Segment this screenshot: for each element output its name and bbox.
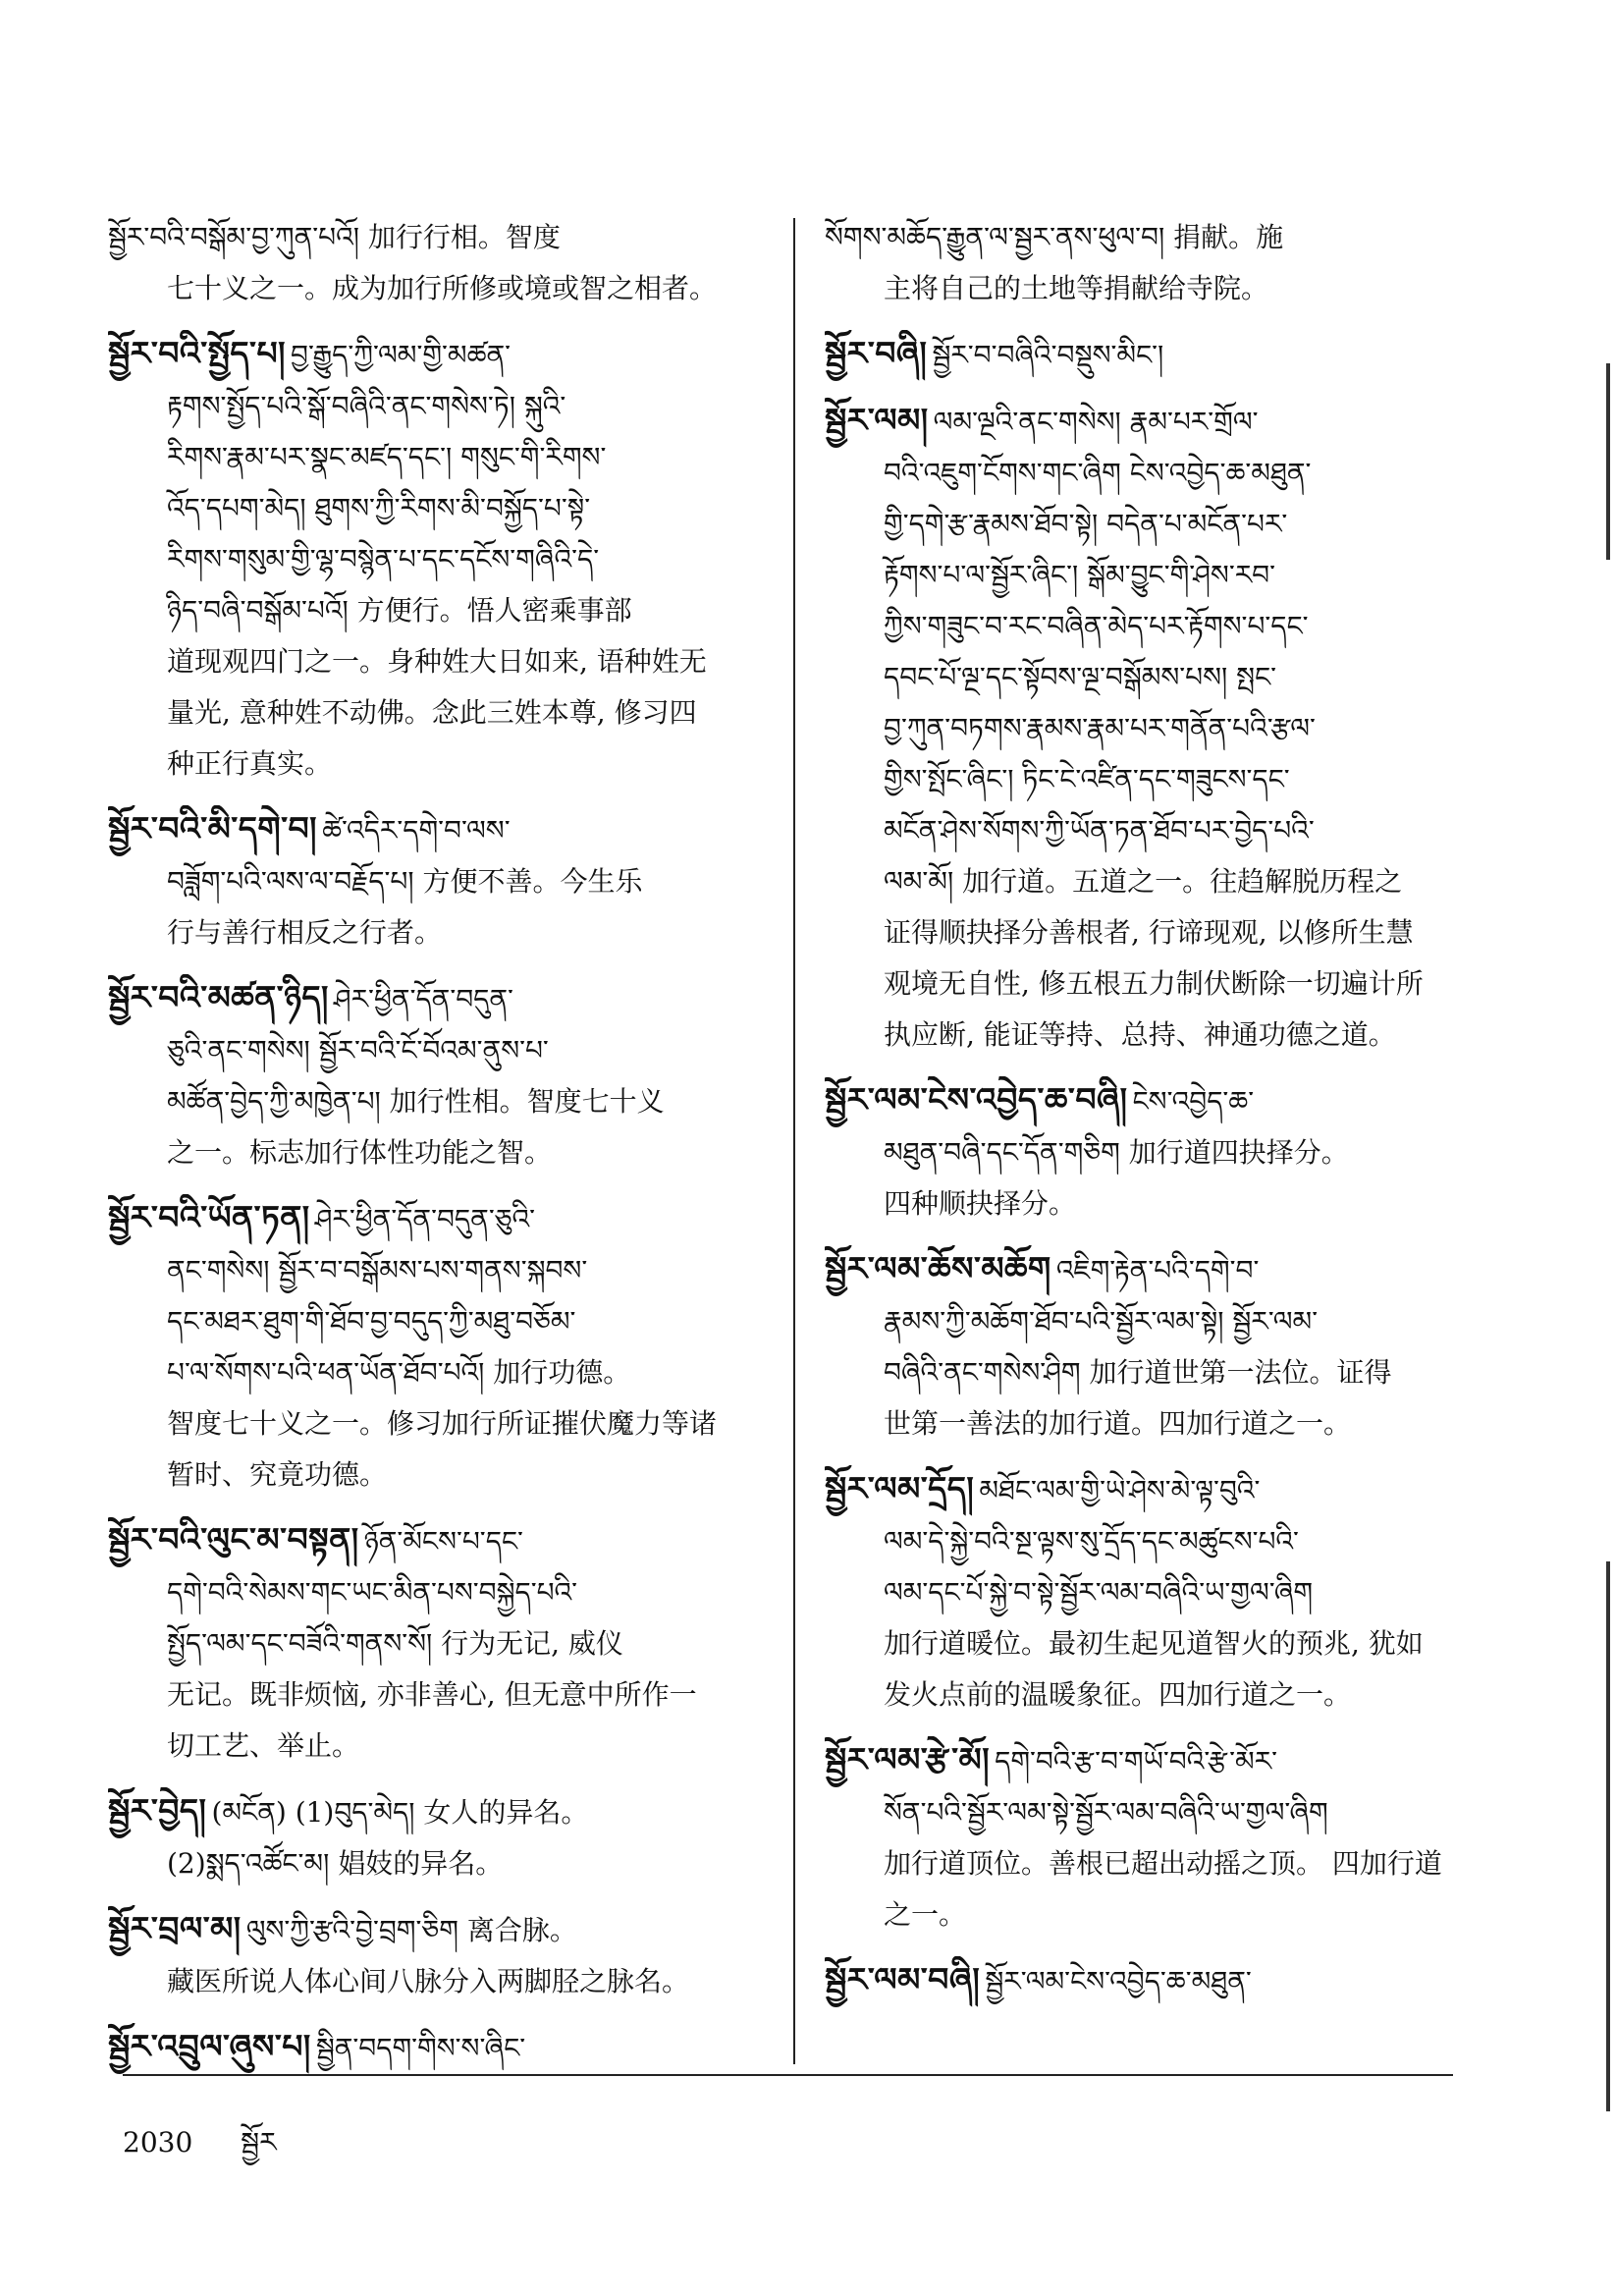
page-footer [123, 2111, 316, 2189]
entry-text: རྟགས་སྤྱོད་པའི་སྒོ་བཞིའི་ནང་གསེས་ཏེ། སྐུའི་ [167, 390, 566, 422]
entry-definition-line [108, 1400, 776, 1451]
entry-definition-line [108, 1840, 776, 1891]
dictionary-entry [108, 805, 776, 960]
entry-text: བའི་འཇུག་ངོགས་གང་ཞིག ངེས་འབྱེད་ཆ་མཐུན་ [884, 457, 1312, 489]
entry-first-line [108, 1194, 776, 1247]
entry-definition-line [108, 689, 776, 740]
dictionary-entry [825, 214, 1492, 316]
entry-definition-line [825, 265, 1492, 316]
entry-text: 智度七十义之一。修习加行所证摧伏魔力等诸 [167, 1407, 718, 1440]
entry-definition-line [825, 858, 1492, 909]
entry-text: 观境无自性, 修五根五力制伏断除一切遍计所 [884, 967, 1424, 1000]
entry-definition-line [108, 587, 776, 638]
entry-headword: སྦྱོར་བའི་སྤྱོད་པ། [108, 334, 286, 372]
dictionary-entry [108, 1905, 776, 2009]
entry-headword: སྦྱོར་ལམ། [825, 401, 929, 439]
entry-definition-line [825, 705, 1492, 756]
entry-text: 四种顺抉择分。 [884, 1187, 1077, 1220]
running-head: སྦྱོར [241, 2126, 277, 2159]
entry-first-line [108, 1905, 776, 1958]
entry-definition-line [825, 1129, 1492, 1180]
dictionary-entry [108, 1787, 776, 1891]
entry-first-line [825, 1736, 1492, 1789]
entry-headword: སྦྱོར་འབྲུལ་ཞུས་པ། [108, 2027, 311, 2065]
entry-text: དབང་པོ་ལྔ་དང་སྟོབས་ལྔ་བསྒོམས་པས། སྤང་ [884, 661, 1277, 693]
entry-definition-line [108, 1247, 776, 1298]
entry-first-line [825, 1956, 1492, 2009]
entry-definition-line [825, 1891, 1492, 1942]
dictionary-entry [108, 330, 776, 792]
entry-headword: སྦྱོར་ལམ་ངེས་འབྱེད་ཆ་བཞི། [825, 1080, 1128, 1119]
entry-definition-line [108, 265, 776, 316]
entry-text: ཅུའི་ནང་གསེས། སྦྱོར་བའི་ངོ་བོའམ་ནུས་པ་ [167, 1034, 549, 1066]
entry-text: 行与善行相反之行者。 [167, 916, 443, 949]
entry-text: སོན་པའི་སྦྱོར་ལམ་སྟེ་སྦྱོར་ལམ་བཞིའི་ཡ་གྱལ་ཞིག [884, 1796, 1328, 1829]
column-divider [793, 218, 795, 2064]
entry-text: (2)སྨད་འཚོང་མ། 娼妓的异名。 [167, 1847, 504, 1880]
entry-definition-line [108, 1620, 776, 1671]
entry-text: སྤྱོད་ལམ་དང་བཟོའི་གནས་སོ། 行为无记, 威仪 [167, 1627, 623, 1660]
entry-definition-line [825, 960, 1492, 1011]
entry-text: གྱིས་སྤོང་ཞིང་། ཏིང་ངེ་འཛིན་དང་གཟུངས་དང་ [884, 763, 1290, 795]
entry-text: ལམ་ལྔའི་ནང་གསེས། རྣམ་པར་གྲོལ་ [933, 406, 1259, 438]
entry-headword: སྦྱོར་བཞི། [825, 334, 928, 372]
entry-text: 量光, 意种姓不动佛。念此三姓本尊, 修习四 [167, 696, 697, 729]
entry-first-line [825, 330, 1492, 383]
entry-text: པ་ལ་སོགས་པའི་ཕན་ཡོན་ཐོབ་པའོ། 加行功德。 [167, 1356, 631, 1389]
entry-headword: སྦྱོར་བའི་ཡོན་ཏན། [108, 1198, 310, 1236]
entry-text: སྦྱོར་ལམ་ངེས་འབྱེད་ཆ་མཐུན་ [985, 1965, 1252, 1997]
entry-definition-line [108, 1569, 776, 1620]
dictionary-entry [108, 1194, 776, 1503]
entry-text: 七十义之一。成为加行所修或境或智之相者。 [167, 272, 718, 304]
entry-first-line [825, 214, 1492, 265]
dictionary-entry [825, 1465, 1492, 1722]
entry-text: ལུས་ཀྱི་རྩའི་བྱེ་བྲག་ཅིག 离合脉。 [245, 1914, 577, 1946]
entry-definition-line [108, 1671, 776, 1722]
entry-text: ཚེ་འདིར་དགེ་བ་ལས་ [322, 814, 511, 847]
entry-first-line [108, 974, 776, 1027]
entry-text: 之一。标志加行体性功能之智。 [167, 1136, 553, 1169]
entry-definition-line [108, 1129, 776, 1180]
entry-definition-line [108, 1349, 776, 1400]
entry-text: ཉོན་མོངས་པ་དང་ [363, 1525, 523, 1558]
entry-definition-line [825, 1011, 1492, 1063]
entry-text: དང་མཐར་ཐུག་གི་ཐོབ་བྱ་བདུད་ཀྱི་མཐུ་བཅོམ་ [167, 1305, 576, 1338]
entry-definition-line [108, 1958, 776, 2009]
entry-text: 无记。既非烦恼, 亦非善心, 但无意中所作一 [167, 1678, 697, 1711]
entry-definition-line [825, 1620, 1492, 1671]
entry-definition-line [825, 1349, 1492, 1400]
entry-definition-line [825, 1518, 1492, 1569]
entry-definition-line [825, 450, 1492, 501]
footer-rule [123, 2074, 1453, 2076]
entry-text: ལམ་མོ། 加行道。五道之一。往趋解脱历程之 [884, 865, 1403, 898]
entry-text: མཐུན་བཞི་དང་དོན་གཅིག 加行道四抉择分。 [884, 1136, 1349, 1169]
entry-text: 发火点前的温暖象征。四加行道之一。 [884, 1678, 1352, 1711]
entry-text: མཚོན་བྱེད་ཀྱི་མཁྱེན་པ། 加行性相。智度七十义 [167, 1085, 665, 1118]
entry-definition-line [108, 638, 776, 689]
entry-definition-line [825, 552, 1492, 603]
dictionary-entry [825, 1245, 1492, 1451]
entry-text: ཤེར་ཕྱིན་དོན་བདུན་ [333, 983, 513, 1015]
entry-headword: སྦྱོར་ལམ་དྲོད། [825, 1469, 975, 1507]
entry-first-line [825, 1465, 1492, 1518]
entry-text: འཇིག་རྟེན་པའི་དགེ་བ་ [1055, 1254, 1260, 1286]
entry-text: 主将自己的土地等捐献给寺院。 [884, 272, 1269, 304]
entry-text: 藏医所说人体心间八脉分入两脚胫之脉名。 [167, 1965, 690, 1997]
entry-text: ནང་གསེས། སྦྱོར་བ་བསྒོམས་པས་གནས་སྐབས་ [167, 1254, 588, 1286]
entry-definition-line [108, 1451, 776, 1503]
entry-headword: སྦྱོར་ལམ་རྩེ་མོ། [825, 1740, 991, 1778]
entry-definition-line [108, 536, 776, 587]
entry-text: 切工艺、举止。 [167, 1729, 360, 1762]
entry-first-line [108, 805, 776, 858]
entry-definition-line [108, 1722, 776, 1774]
entry-first-line [108, 2023, 776, 2076]
dictionary-entry [825, 1956, 1492, 2009]
entry-text: མཐོང་ལམ་གྱི་ཡེ་ཤེས་མེ་ལྟ་བུའི་ [979, 1474, 1261, 1506]
dictionary-entry [825, 397, 1492, 1063]
entry-text: 加行道暖位。最初生起见道智火的预兆, 犹如 [884, 1627, 1424, 1660]
dictionary-entry [825, 1736, 1492, 1942]
entry-first-line [108, 1787, 776, 1840]
entry-text: 道现观四门之一。身种姓大日如来, 语种姓无 [167, 645, 707, 678]
entry-text: སྦྱིན་བདག་གིས་ས་ཞིང་ [315, 2032, 526, 2064]
dictionary-entry [108, 2023, 776, 2076]
entry-text: ཤེར་ཕྱིན་དོན་བདུན་ཅུའི་ [314, 1203, 536, 1235]
entry-headword: སྦྱོར་བྲལ་མ། [108, 1909, 242, 1947]
entry-first-line [108, 1516, 776, 1569]
entry-text: 种正行真实。 [167, 747, 333, 780]
entry-headword: སྦྱོར་བའི་ལུང་མ་བསྟན། [108, 1520, 359, 1558]
entry-text: 之一。 [884, 1898, 967, 1931]
entry-text: བཟློག་པའི་ལས་ལ་བརྗོད་པ། 方便不善。今生乐 [167, 865, 643, 898]
entry-text: 执应断, 能证等持、总持、神通功德之道。 [884, 1018, 1396, 1051]
entry-text: དགེ་བའི་རྩ་བ་གཡོ་བའི་རྩེ་མོར་ [995, 1745, 1277, 1777]
entry-text: 证得顺抉择分善根者, 行谛现观, 以修所生慧 [884, 916, 1414, 949]
entry-definition-line [108, 485, 776, 536]
entry-definition-line [108, 858, 776, 909]
dictionary-entry [108, 1516, 776, 1774]
entry-text: 加行道顶位。善根已超出动摇之顶。 四加行道 [884, 1847, 1442, 1880]
entry-first-line [825, 1076, 1492, 1129]
entry-definition-line [108, 740, 776, 792]
entry-text: རིགས་གསུམ་གྱི་ལྷ་བསྙེན་པ་དང་དངོས་གཞིའི་དེ་ [167, 543, 600, 575]
entry-text: སོགས་མཆོད་རྒྱུན་ལ་སྦྱར་ནས་ཕུལ་བ། 捐献。施 [825, 221, 1284, 253]
entry-definition-line [825, 1400, 1492, 1451]
entry-text: རིགས་རྣམ་པར་སྣང་མཛད་དང་། གསུང་གི་རིགས་ [167, 441, 607, 473]
right-column [825, 214, 1492, 2023]
entry-first-line [108, 330, 776, 383]
entry-text: ངེས་འབྱེད་ཆ་ [1132, 1085, 1255, 1118]
entry-definition-line [825, 501, 1492, 552]
entry-definition-line [825, 654, 1492, 705]
entry-first-line [825, 1245, 1492, 1298]
entry-first-line [825, 397, 1492, 450]
dictionary-entry [825, 1076, 1492, 1231]
entry-definition-line [108, 1027, 776, 1078]
entry-headword: སྦྱོར་བྱེད། [108, 1791, 207, 1830]
dictionary-entry [825, 330, 1492, 383]
entry-definition-line [825, 1298, 1492, 1349]
entry-definition-line [825, 1789, 1492, 1840]
entry-text: 暂时、究竟功德。 [167, 1458, 388, 1491]
entry-text: སྦྱོར་བའི་བསྒོམ་བྱ་ཀུན་པའོ། 加行行相。智度 [108, 221, 561, 253]
dictionary-entry [108, 214, 776, 316]
page-number: 2030 [123, 2126, 193, 2159]
entry-definition-line [825, 807, 1492, 858]
entry-text: བྱ་ཀུན་བཏགས་རྣམས་རྣམ་པར་གནོན་པའི་རྩལ་ [884, 712, 1316, 744]
entry-definition-line [825, 1671, 1492, 1722]
entry-definition-line [825, 1569, 1492, 1620]
entry-text: ཉིད་བཞི་བསྒོམ་པའོ། 方便行。悟人密乘事部 [167, 594, 632, 627]
entry-text: བཞིའི་ནང་གསེས་ཤིག 加行道世第一法位。证得 [884, 1356, 1392, 1389]
entry-definition-line [108, 383, 776, 434]
entry-text: རྣམས་ཀྱི་མཆོག་ཐོབ་པའི་སྦྱོར་ལམ་སྟེ། སྦྱོར་ལམ་ [884, 1305, 1319, 1338]
entry-text: འོད་དཔག་མེད། ཐུགས་ཀྱི་རིགས་མི་བསྐྱོད་པ་སྟེ་ [167, 492, 591, 524]
entry-definition-line [108, 434, 776, 485]
entry-headword: སྦྱོར་བའི་མཚན་ཉིད། [108, 978, 329, 1016]
entry-text: 世第一善法的加行道。四加行道之一。 [884, 1407, 1352, 1440]
entry-definition-line [825, 1840, 1492, 1891]
entry-text: དགེ་བའི་སེམས་གང་ཡང་མིན་པས་བསྐྱེད་པའི་ [167, 1576, 578, 1609]
entry-text: ལམ་དང་པོ་སྐྱེ་བ་སྟེ་སྦྱོར་ལམ་བཞིའི་ཡ་གྱལ་ཞིག [884, 1576, 1314, 1609]
entry-text: སྦྱོར་བ་བཞིའི་བསྡུས་མིང་། [932, 339, 1164, 371]
left-column [108, 214, 776, 2090]
entry-text: ཀྱིས་གཟུང་བ་རང་བཞིན་མེད་པར་རྟོགས་པ་དང་ [884, 610, 1309, 642]
entry-text: མངོན་ཤེས་སོགས་ཀྱི་ཡོན་ཏན་ཐོབ་པར་བྱེད་པའི་ [884, 814, 1315, 847]
entry-text: ལམ་དེ་སྐྱེ་བའི་སྔ་ལྟས་སུ་དྲོད་དང་མཚུངས་པའི་ [884, 1525, 1299, 1558]
entry-text: (མངོན) (1)བུད་མེད། 女人的异名。 [211, 1796, 589, 1829]
entry-definition-line [825, 756, 1492, 807]
entry-headword: སྦྱོར་ལམ་བཞི། [825, 1960, 981, 1998]
entry-definition-line [825, 603, 1492, 654]
entry-definition-line [825, 909, 1492, 960]
entry-headword: སྦྱོར་ལམ་ཆོས་མཆོག [825, 1249, 1051, 1287]
entry-definition-line [108, 1298, 776, 1349]
scan-edge-marks [1590, 0, 1616, 2296]
entry-definition-line [825, 1180, 1492, 1231]
entry-text: རྟོགས་པ་ལ་སྦྱོར་ཞིང་། སྒོམ་བྱུང་གི་ཤེས་རབ་ [884, 559, 1275, 591]
entry-text: གྱི་དགེ་རྩ་རྣམས་ཐོབ་སྟེ། བདེན་པ་མངོན་པར་ [884, 508, 1288, 540]
entry-text: བྱ་རྒྱུད་ཀྱི་ལམ་གྱི་མཚན་ [291, 339, 512, 371]
entry-definition-line [108, 909, 776, 960]
entry-headword: སྦྱོར་བའི་མི་དགེ་བ། [108, 809, 317, 847]
entry-first-line [108, 214, 776, 265]
entry-definition-line [108, 1078, 776, 1129]
dictionary-entry [108, 974, 776, 1180]
